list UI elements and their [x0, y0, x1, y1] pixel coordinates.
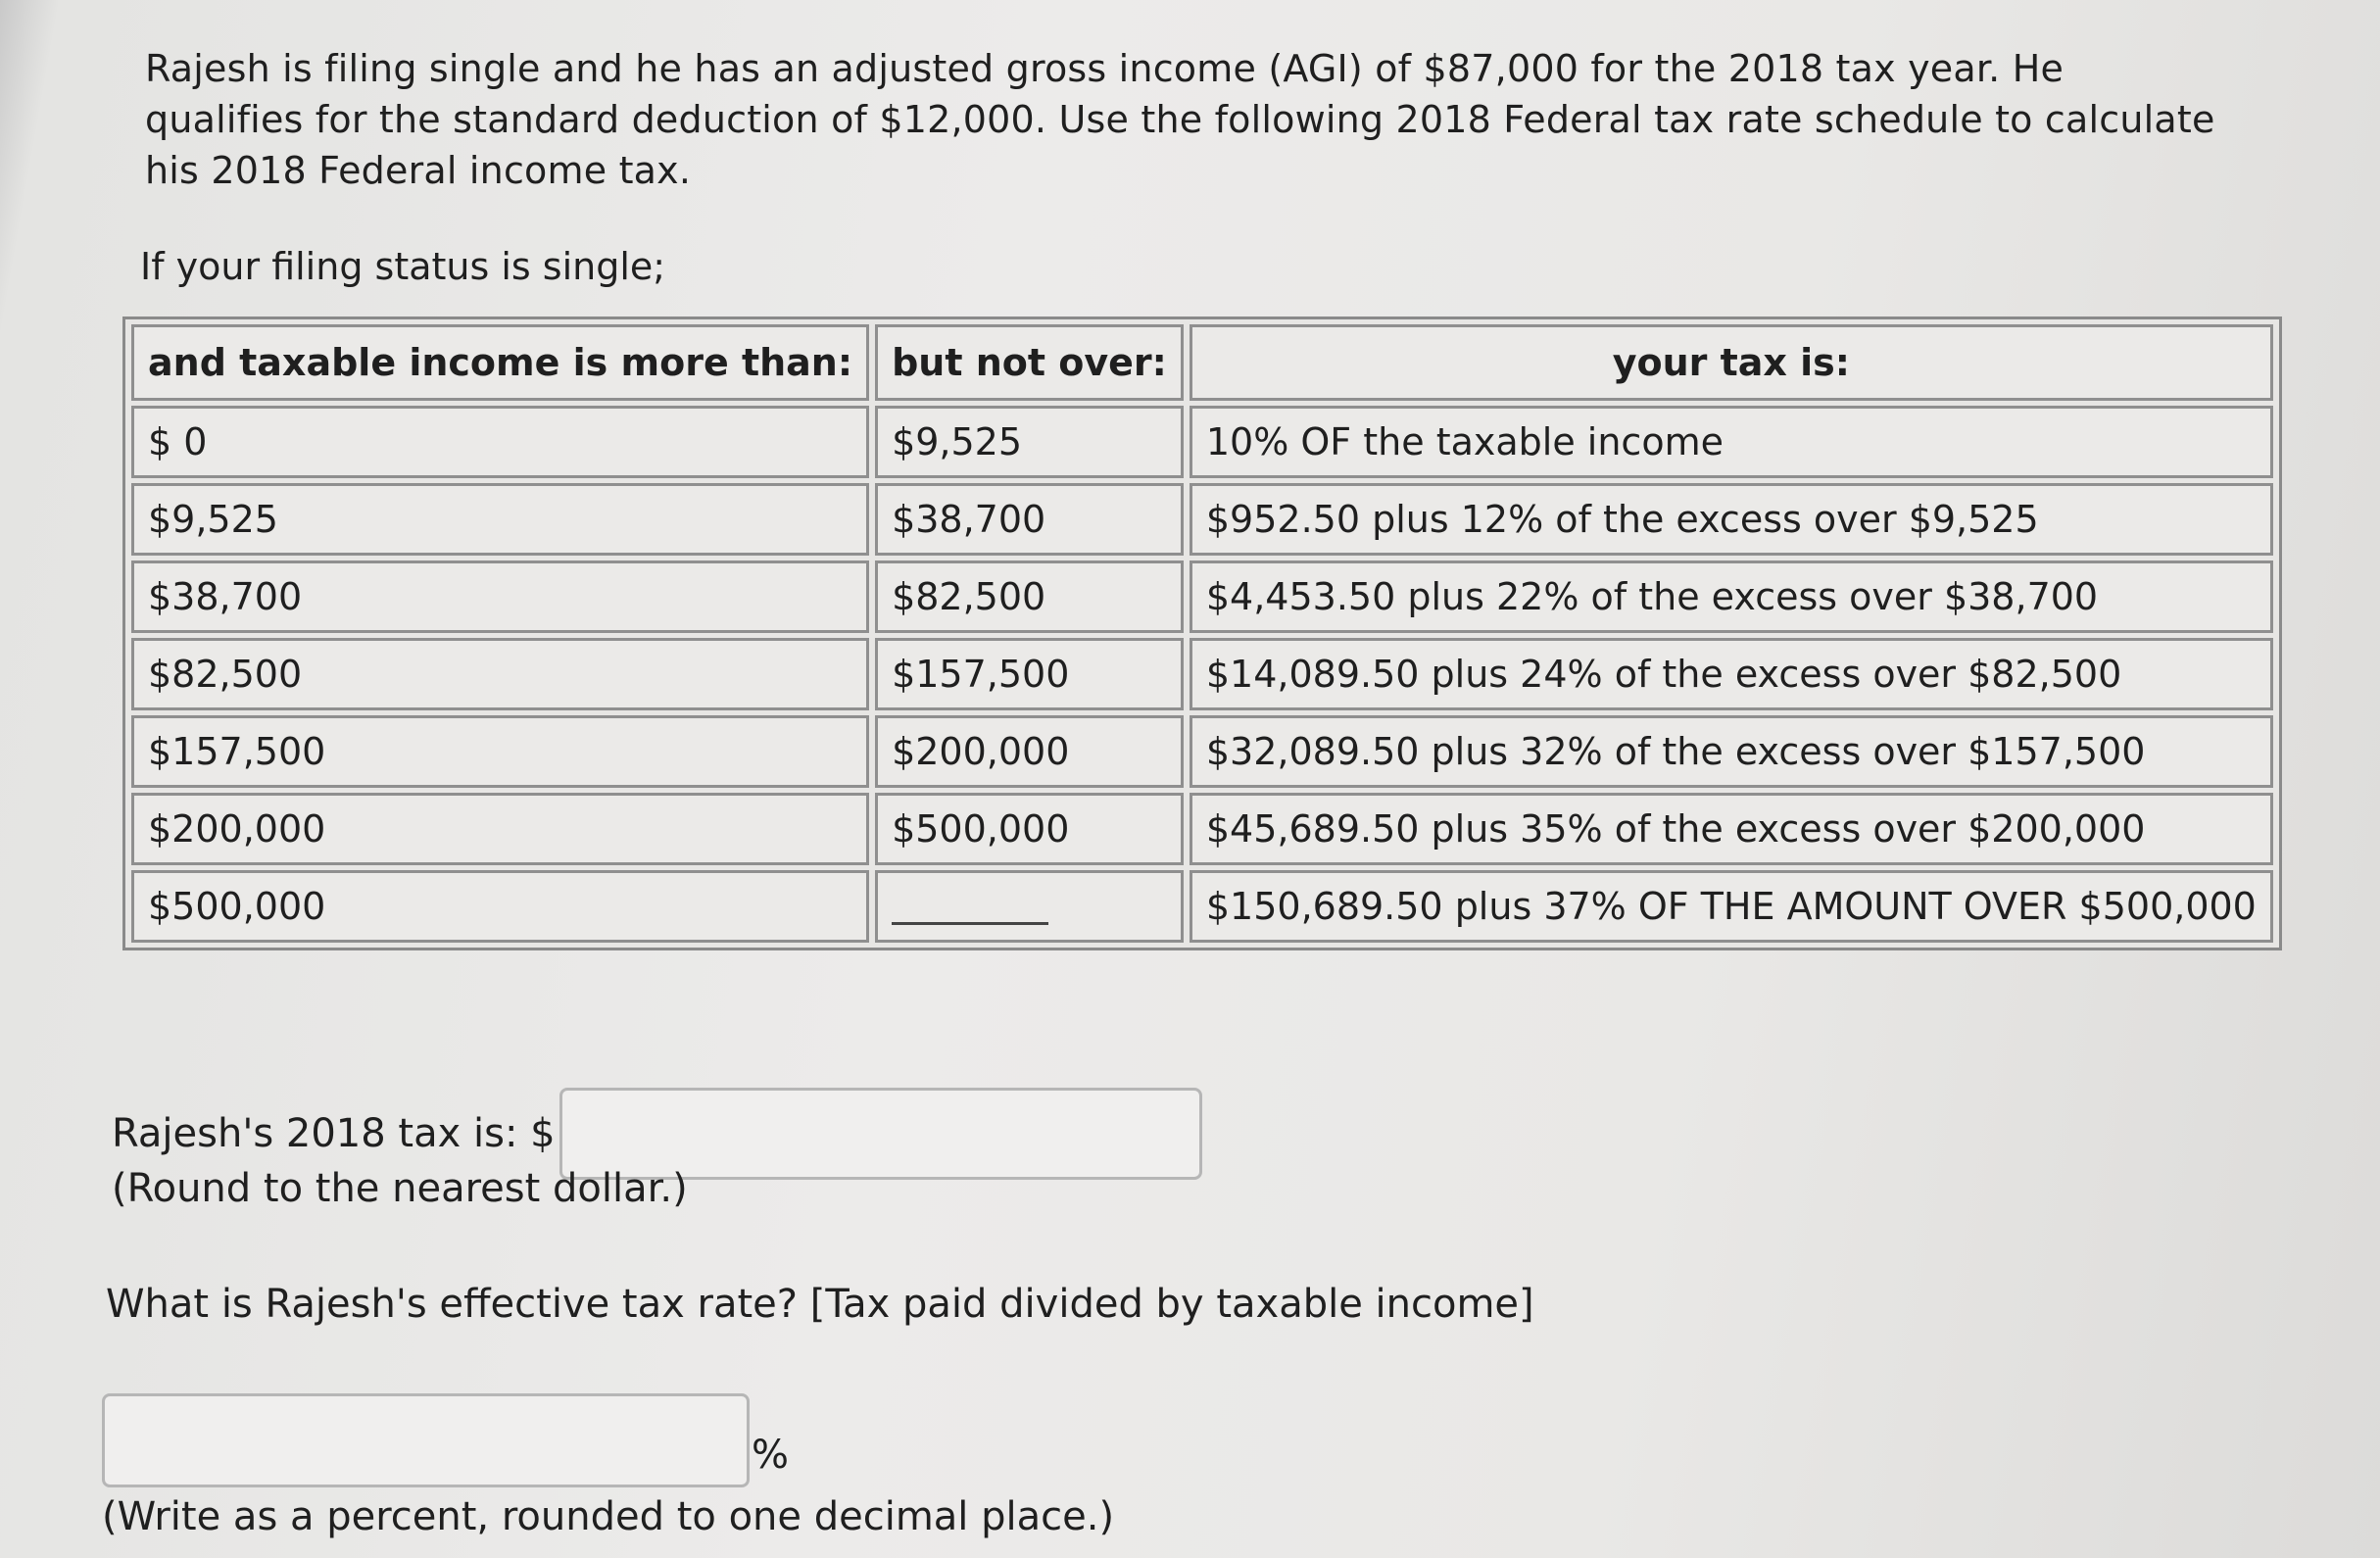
header-your-tax: your tax is: — [1190, 324, 2273, 401]
table-row — [131, 870, 2273, 943]
tax-question-label: Rajesh's 2018 tax is: $ — [112, 1111, 556, 1156]
cell-more-than: $38,700 — [131, 560, 869, 633]
blank-underline — [892, 893, 1048, 925]
table-row — [131, 406, 2273, 478]
cell-tax: $45,689.50 plus 35% of the excess over $200,000 — [1190, 793, 2273, 865]
tax-rate-schedule-table — [122, 316, 2282, 950]
cell-tax: $952.50 plus 12% of the excess over $9,525 — [1190, 483, 2273, 556]
cell-not-over: $157,500 — [875, 638, 1184, 710]
table-row — [131, 638, 2273, 710]
cell-more-than: $82,500 — [131, 638, 869, 710]
cell-not-over: $9,525 — [875, 406, 1184, 478]
header-more-than: and taxable income is more than: — [131, 324, 869, 401]
cell-tax: $32,089.50 plus 32% of the excess over $157,500 — [1190, 715, 2273, 788]
cell-not-over: $500,000 — [875, 793, 1184, 865]
table-header-row — [131, 324, 2273, 401]
filing-status-line: If your filing status is single; — [140, 245, 666, 288]
cell-tax: $4,453.50 plus 22% of the excess over $38,700 — [1190, 560, 2273, 633]
cell-more-than: $500,000 — [131, 870, 869, 943]
cell-not-over: $200,000 — [875, 715, 1184, 788]
cell-not-over-blank — [875, 870, 1184, 943]
cell-more-than: $157,500 — [131, 715, 869, 788]
table-row — [131, 715, 2273, 788]
cell-more-than: $200,000 — [131, 793, 869, 865]
effective-rate-input[interactable] — [102, 1393, 750, 1487]
effective-rate-answer-row — [102, 1393, 789, 1487]
percent-sign: % — [752, 1433, 790, 1478]
cell-not-over: $38,700 — [875, 483, 1184, 556]
effective-rate-question: What is Rajesh's effective tax rate? [Tax paid divided by taxable income] — [106, 1282, 1534, 1327]
cell-tax: $150,689.50 plus 37% OF THE AMOUNT OVER $500,000 — [1190, 870, 2273, 943]
table-row — [131, 793, 2273, 865]
header-not-over: but not over: — [875, 324, 1184, 401]
problem-statement: Rajesh is filing single and he has an adjusted gross income (AGI) of $87,000 for the 2018 tax year. He qualifies for the standard deduction of $12,000. Use the following 2018 Federal tax rate schedule to calculate his 2018 Federal income tax. — [145, 47, 2215, 192]
table-row — [131, 483, 2273, 556]
rate-rounding-hint: (Write as a percent, rounded to one decimal place.) — [102, 1494, 1115, 1539]
cell-more-than: $9,525 — [131, 483, 869, 556]
cell-tax: $14,089.50 plus 24% of the excess over $82,500 — [1190, 638, 2273, 710]
cell-not-over: $82,500 — [875, 560, 1184, 633]
tax-rounding-hint: (Round to the nearest dollar.) — [112, 1166, 688, 1211]
cell-tax: 10% OF the taxable income — [1190, 406, 2273, 478]
table-row — [131, 560, 2273, 633]
cell-more-than: $ 0 — [131, 406, 869, 478]
